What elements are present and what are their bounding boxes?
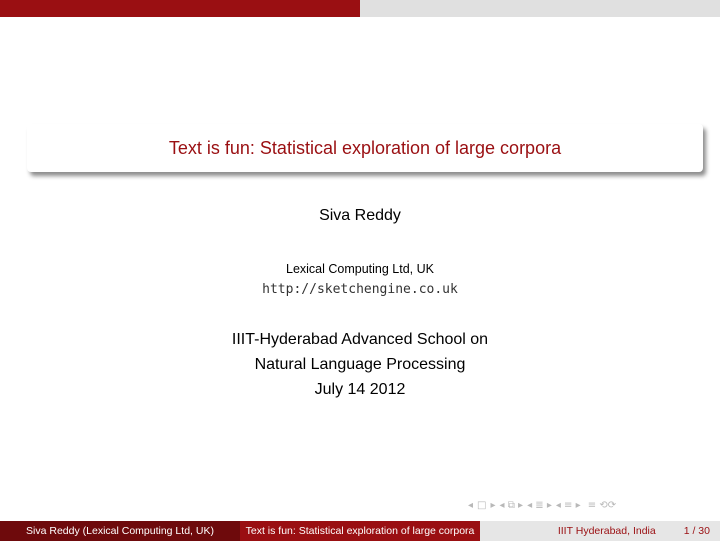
event-date: July 14 2012	[314, 381, 406, 398]
footer-right	[480, 521, 720, 541]
nav-search-icon[interactable]: ≡ ⟲⟳	[584, 500, 617, 511]
affiliation-url[interactable]: http://sketchengine.co.uk	[262, 282, 458, 297]
nav-left-arrow-icon[interactable]: ◂	[468, 500, 474, 511]
nav-right-arrow-icon[interactable]: ▸	[490, 500, 496, 511]
footer-institute: IIIT Hyderabad, India	[557, 525, 656, 537]
nav-section-icon[interactable]: ◂ ≣ ▸	[527, 500, 552, 511]
progress-remaining	[360, 0, 720, 17]
title-block	[27, 124, 703, 172]
footer-page-number: 1 / 30	[683, 525, 710, 537]
progress-done	[0, 0, 360, 17]
event-line-2: Natural Language Processing	[254, 356, 466, 373]
event-info	[0, 327, 720, 402]
slide-footer	[0, 521, 720, 541]
beamer-navigation	[468, 500, 616, 511]
nav-align-icon[interactable]: ◂ ≡ ▸	[555, 500, 581, 511]
event-line-1: IIIT-Hyderabad Advanced School on	[231, 331, 489, 348]
footer-title: Text is fun: Statistical exploration of large corpora	[240, 521, 480, 541]
slide-title: Text is fun: Statistical exploration of large corpora	[168, 137, 562, 158]
slide-progress-bar	[0, 0, 720, 17]
affiliation: Lexical Computing Ltd, UK	[286, 262, 434, 276]
footer-author: Siva Reddy (Lexical Computing Ltd, UK)	[0, 521, 240, 541]
nav-subsection-icon[interactable]: ◂ ⧉ ▸	[499, 500, 524, 511]
author-name: Siva Reddy	[319, 207, 401, 224]
nav-frame-icon[interactable]: □	[477, 500, 487, 511]
